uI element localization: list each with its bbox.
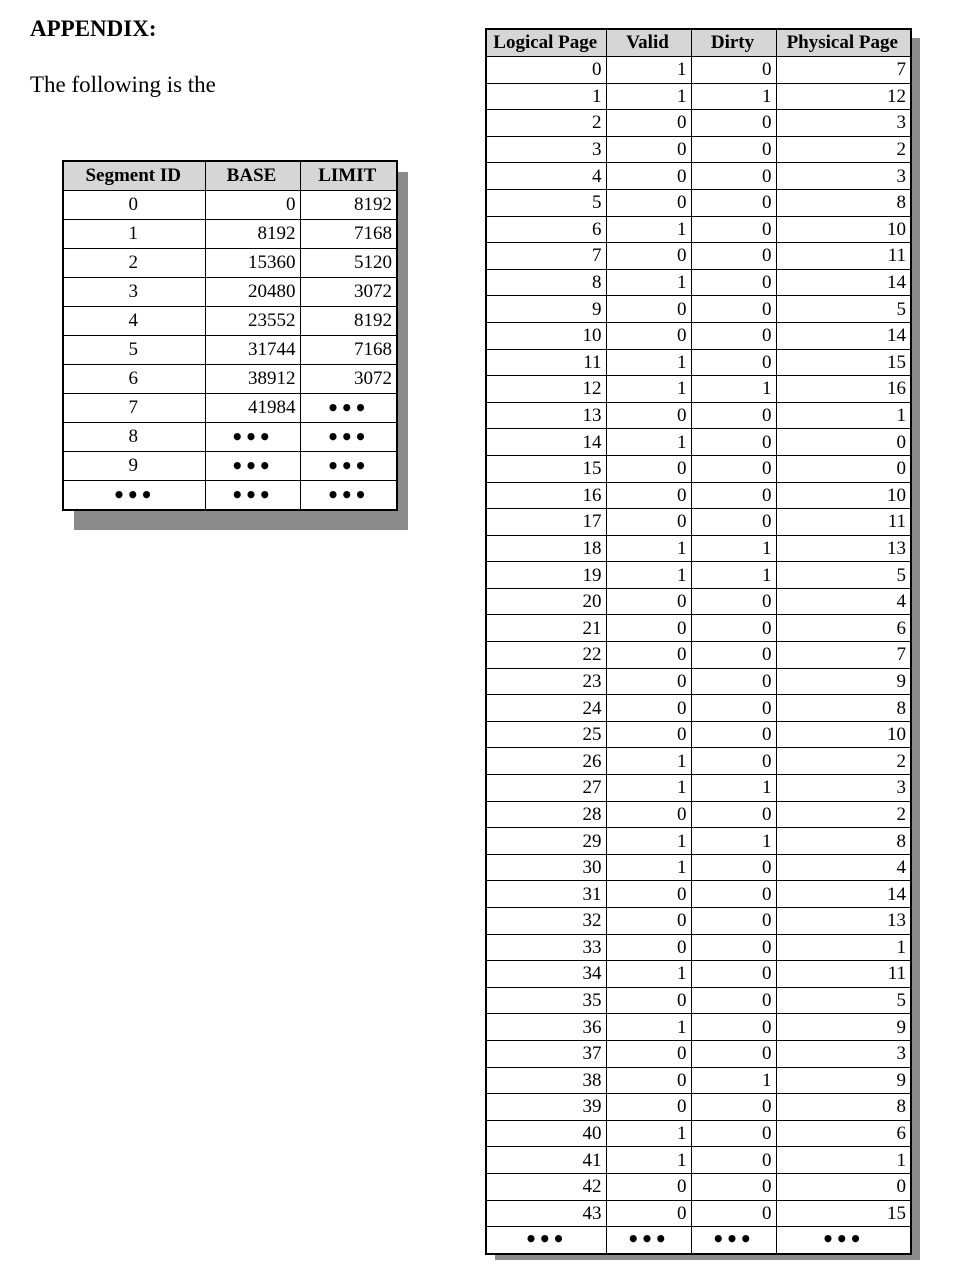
page-cell: 0 [606, 1067, 691, 1094]
table-row [486, 934, 911, 961]
page-cell: 0 [606, 243, 691, 270]
intro-text: The following is the [30, 72, 216, 97]
page-cell: 36 [486, 1014, 606, 1041]
page-cell: 1 [691, 775, 776, 802]
page-cell: 35 [486, 987, 606, 1014]
page-cell: 8 [776, 1094, 911, 1121]
page-cell: 2 [486, 110, 606, 137]
page-cell: 15 [486, 455, 606, 482]
page-cell: 29 [486, 828, 606, 855]
segment-cell: 7168 [300, 220, 397, 249]
page-cell: 0 [691, 588, 776, 615]
page-cell: 1 [776, 402, 911, 429]
segment-cell: 41984 [205, 394, 300, 423]
page-cell: 0 [776, 1173, 911, 1200]
segment-cell: 1 [63, 220, 205, 249]
segment-cell: 0 [63, 191, 205, 220]
page-cell: 0 [606, 1173, 691, 1200]
page-cell: 4 [776, 588, 911, 615]
page-cell: 0 [691, 269, 776, 296]
page-cell: 0 [691, 987, 776, 1014]
page-cell: 0 [691, 296, 776, 323]
page-cell: 0 [691, 668, 776, 695]
page-cell: 0 [606, 136, 691, 163]
page-cell: 0 [691, 1040, 776, 1067]
page-cell: 14 [486, 429, 606, 456]
page-cell: 19 [486, 562, 606, 589]
page-cell: 0 [606, 588, 691, 615]
table-row [486, 482, 911, 509]
table-row [63, 307, 397, 336]
segment-cell: 15360 [205, 249, 300, 278]
page-cell: 22 [486, 642, 606, 669]
page-cell: 9 [776, 668, 911, 695]
page-cell: 0 [691, 881, 776, 908]
page-cell: 1 [606, 1014, 691, 1041]
page-cell: 2 [776, 801, 911, 828]
segment-cell: 7 [63, 394, 205, 423]
table-row [486, 642, 911, 669]
page-cell: 1 [606, 562, 691, 589]
table-row [486, 961, 911, 988]
page-cell: 6 [486, 216, 606, 243]
table-row [486, 189, 911, 216]
page-cell: 0 [606, 402, 691, 429]
page-cell: 11 [776, 509, 911, 536]
page-cell: 9 [776, 1014, 911, 1041]
page-cell: 16 [486, 482, 606, 509]
page-cell: 0 [606, 1040, 691, 1067]
table-row [486, 1173, 911, 1200]
segment-cell: ••• [300, 394, 397, 423]
segment-cell: 5 [63, 336, 205, 365]
page-cell: 1 [606, 961, 691, 988]
page-cell: 10 [776, 216, 911, 243]
segment-table [62, 160, 398, 511]
page-cell: 0 [691, 482, 776, 509]
segment-cell: ••• [300, 423, 397, 452]
page-cell: 9 [776, 1067, 911, 1094]
table-row [486, 1120, 911, 1147]
table-row [486, 987, 911, 1014]
page-cell: 1 [606, 269, 691, 296]
page-cell: 0 [606, 455, 691, 482]
page-cell: 0 [691, 1014, 776, 1041]
page-cell: 6 [776, 615, 911, 642]
page-cell: 0 [606, 322, 691, 349]
segment-cell: 38912 [205, 365, 300, 394]
page-cell: 1 [606, 854, 691, 881]
page-cell: 0 [606, 509, 691, 536]
page-cell: 4 [776, 854, 911, 881]
table-row [63, 423, 397, 452]
page-cell: 5 [776, 987, 911, 1014]
page-cell: 16 [776, 376, 911, 403]
table-row [63, 481, 397, 511]
page-cell: 1 [606, 1120, 691, 1147]
page-cell: 0 [691, 1094, 776, 1121]
page-cell: 14 [776, 269, 911, 296]
page-cell: 6 [776, 1120, 911, 1147]
table-row [486, 615, 911, 642]
table-row [486, 1094, 911, 1121]
table-row [63, 278, 397, 307]
table-row [486, 535, 911, 562]
page-header-0: Logical Page [486, 29, 606, 57]
page-cell: 28 [486, 801, 606, 828]
page-cell: 1 [691, 376, 776, 403]
page-cell: 12 [486, 376, 606, 403]
page-cell: 18 [486, 535, 606, 562]
table-row [486, 136, 911, 163]
page-cell: 10 [486, 322, 606, 349]
segment-cell: ••• [63, 481, 205, 511]
page-cell: 14 [776, 322, 911, 349]
page-cell: 0 [606, 908, 691, 935]
page-table [485, 28, 912, 1255]
page-cell: 0 [691, 110, 776, 137]
table-row [63, 365, 397, 394]
table-row [486, 296, 911, 323]
segment-cell: ••• [205, 481, 300, 511]
page-cell: 1 [606, 535, 691, 562]
page-cell: 0 [606, 1200, 691, 1227]
table-row [63, 336, 397, 365]
page-cell: 1 [606, 349, 691, 376]
segment-cell: ••• [300, 452, 397, 481]
page-cell: 1 [606, 1147, 691, 1174]
page-cell: 12 [776, 83, 911, 110]
page-cell: ••• [486, 1227, 606, 1254]
page-cell: 30 [486, 854, 606, 881]
segment-cell: 7168 [300, 336, 397, 365]
page-cell: 33 [486, 934, 606, 961]
table-row [486, 1227, 911, 1254]
page-cell: 1 [691, 83, 776, 110]
table-row [486, 216, 911, 243]
segment-cell: 8192 [300, 191, 397, 220]
page-cell: 0 [691, 961, 776, 988]
page-cell: 1 [606, 57, 691, 84]
segment-header-0: Segment ID [63, 161, 205, 191]
page-cell: 4 [486, 163, 606, 190]
page-cell: 0 [691, 721, 776, 748]
page-cell: 0 [606, 110, 691, 137]
table-row [486, 1147, 911, 1174]
page-cell: 13 [776, 908, 911, 935]
page-cell: ••• [776, 1227, 911, 1254]
page-cell: 8 [776, 828, 911, 855]
page-cell: 0 [606, 881, 691, 908]
page-cell: ••• [606, 1227, 691, 1254]
page-cell: 0 [691, 136, 776, 163]
table-row [486, 57, 911, 84]
segment-cell: ••• [300, 481, 397, 511]
page-cell: 0 [691, 243, 776, 270]
segment-cell: 0 [205, 191, 300, 220]
page-cell: 26 [486, 748, 606, 775]
page-cell: 1 [691, 828, 776, 855]
segment-cell: 8192 [300, 307, 397, 336]
page-cell: 20 [486, 588, 606, 615]
page-cell: 9 [486, 296, 606, 323]
table-row [486, 562, 911, 589]
page-cell: 0 [606, 296, 691, 323]
segment-cell: 4 [63, 307, 205, 336]
page-cell: 24 [486, 695, 606, 722]
page-cell: 1 [486, 83, 606, 110]
page-cell: 7 [776, 57, 911, 84]
page-cell: 0 [691, 402, 776, 429]
page-cell: 15 [776, 1200, 911, 1227]
page-cell: 1 [606, 748, 691, 775]
page-cell: 13 [486, 402, 606, 429]
table-row [486, 509, 911, 536]
table-row [486, 1067, 911, 1094]
page-cell: 0 [606, 721, 691, 748]
page-cell: 27 [486, 775, 606, 802]
page-cell: 1 [606, 828, 691, 855]
page-cell: 8 [776, 695, 911, 722]
page-cell: 0 [606, 801, 691, 828]
table-row [486, 668, 911, 695]
page-cell: 1 [776, 1147, 911, 1174]
page-cell: 0 [606, 482, 691, 509]
page-cell: 0 [606, 668, 691, 695]
page-cell: 0 [691, 1120, 776, 1147]
table-row [63, 249, 397, 278]
page-cell: 7 [776, 642, 911, 669]
page-cell: 17 [486, 509, 606, 536]
page-cell: 43 [486, 1200, 606, 1227]
page-cell: 0 [691, 322, 776, 349]
table-row [486, 854, 911, 881]
table-row [486, 801, 911, 828]
page-cell: 38 [486, 1067, 606, 1094]
page-cell: 15 [776, 349, 911, 376]
page-cell: 8 [776, 189, 911, 216]
page-cell: 39 [486, 1094, 606, 1121]
page-cell: 5 [776, 562, 911, 589]
appendix-heading: APPENDIX: [30, 16, 157, 41]
page-cell: 23 [486, 668, 606, 695]
table-row [486, 83, 911, 110]
table-row [486, 908, 911, 935]
page-cell: 3 [776, 775, 911, 802]
segment-cell: 8 [63, 423, 205, 452]
page-cell: 0 [606, 642, 691, 669]
page-cell: 31 [486, 881, 606, 908]
page-cell: 13 [776, 535, 911, 562]
page-cell: 0 [606, 615, 691, 642]
segment-cell: 2 [63, 249, 205, 278]
table-row [63, 191, 397, 220]
table-row [486, 588, 911, 615]
page-cell: 3 [776, 163, 911, 190]
page-cell: 0 [691, 801, 776, 828]
page-cell: 8 [486, 269, 606, 296]
page-cell: 0 [691, 1147, 776, 1174]
page-cell: 2 [776, 748, 911, 775]
page-cell: 1 [776, 934, 911, 961]
page-cell: 1 [606, 429, 691, 456]
page-cell: 3 [776, 110, 911, 137]
page-cell: 11 [486, 349, 606, 376]
page-cell: 0 [691, 429, 776, 456]
page-cell: 0 [776, 429, 911, 456]
page-cell: 0 [691, 216, 776, 243]
page-cell: 1 [606, 775, 691, 802]
page-cell: 0 [776, 455, 911, 482]
page-cell: 0 [691, 163, 776, 190]
page-cell: 11 [776, 961, 911, 988]
page-cell: 0 [691, 455, 776, 482]
page-cell: ••• [691, 1227, 776, 1254]
table-row [63, 220, 397, 249]
table-row [486, 322, 911, 349]
page-header-2: Dirty [691, 29, 776, 57]
page-cell: 0 [486, 57, 606, 84]
page-cell: 0 [691, 642, 776, 669]
page-cell: 0 [606, 987, 691, 1014]
table-row [486, 828, 911, 855]
page-cell: 5 [486, 189, 606, 216]
page-cell: 1 [606, 83, 691, 110]
page-cell: 10 [776, 721, 911, 748]
segment-cell: 3072 [300, 278, 397, 307]
page-cell: 5 [776, 296, 911, 323]
page-cell: 10 [776, 482, 911, 509]
segment-cell: 6 [63, 365, 205, 394]
page-cell: 1 [691, 562, 776, 589]
page-cell: 11 [776, 243, 911, 270]
table-row [486, 243, 911, 270]
segment-cell: 9 [63, 452, 205, 481]
table-row [486, 269, 911, 296]
page-cell: 0 [691, 349, 776, 376]
table-row [486, 881, 911, 908]
page-cell: 0 [691, 908, 776, 935]
page-cell: 3 [776, 1040, 911, 1067]
page-cell: 3 [486, 136, 606, 163]
table-row [486, 1200, 911, 1227]
page-cell: 0 [691, 57, 776, 84]
page-cell: 0 [691, 1173, 776, 1200]
page-cell: 2 [776, 136, 911, 163]
table-row [486, 429, 911, 456]
table-row [486, 376, 911, 403]
segment-cell: 3 [63, 278, 205, 307]
page-cell: 1 [691, 1067, 776, 1094]
table-row [486, 163, 911, 190]
page-cell: 37 [486, 1040, 606, 1067]
page-cell: 0 [691, 748, 776, 775]
page-cell: 34 [486, 961, 606, 988]
page-cell: 40 [486, 1120, 606, 1147]
table-row [63, 394, 397, 423]
segment-header-2: LIMIT [300, 161, 397, 191]
page-cell: 0 [691, 695, 776, 722]
page-cell: 1 [606, 376, 691, 403]
page-cell: 0 [691, 615, 776, 642]
page-cell: 0 [691, 934, 776, 961]
page-cell: 7 [486, 243, 606, 270]
page-cell: 21 [486, 615, 606, 642]
page-cell: 14 [776, 881, 911, 908]
page-cell: 0 [691, 509, 776, 536]
page-cell: 0 [691, 854, 776, 881]
page-cell: 0 [691, 1200, 776, 1227]
table-row [486, 402, 911, 429]
table-row [486, 349, 911, 376]
table-row [486, 721, 911, 748]
page-cell: 1 [606, 216, 691, 243]
segment-cell: ••• [205, 423, 300, 452]
segment-cell: ••• [205, 452, 300, 481]
page-cell: 42 [486, 1173, 606, 1200]
table-row [486, 775, 911, 802]
table-row [63, 452, 397, 481]
page-cell: 0 [606, 695, 691, 722]
table-row [486, 1040, 911, 1067]
page-header-3: Physical Page [776, 29, 911, 57]
table-row [486, 110, 911, 137]
page-cell: 1 [691, 535, 776, 562]
page-cell: 0 [606, 1094, 691, 1121]
segment-header-1: BASE [205, 161, 300, 191]
table-row [486, 455, 911, 482]
page-cell: 0 [606, 163, 691, 190]
segment-cell: 20480 [205, 278, 300, 307]
page-header-1: Valid [606, 29, 691, 57]
page-cell: 25 [486, 721, 606, 748]
segment-cell: 5120 [300, 249, 397, 278]
table-row [486, 1014, 911, 1041]
page-cell: 0 [691, 189, 776, 216]
segment-cell: 31744 [205, 336, 300, 365]
table-row [486, 748, 911, 775]
segment-cell: 8192 [205, 220, 300, 249]
table-row [486, 695, 911, 722]
page-cell: 32 [486, 908, 606, 935]
segment-cell: 3072 [300, 365, 397, 394]
page-cell: 0 [606, 189, 691, 216]
page-cell: 41 [486, 1147, 606, 1174]
segment-cell: 23552 [205, 307, 300, 336]
page-cell: 0 [606, 934, 691, 961]
